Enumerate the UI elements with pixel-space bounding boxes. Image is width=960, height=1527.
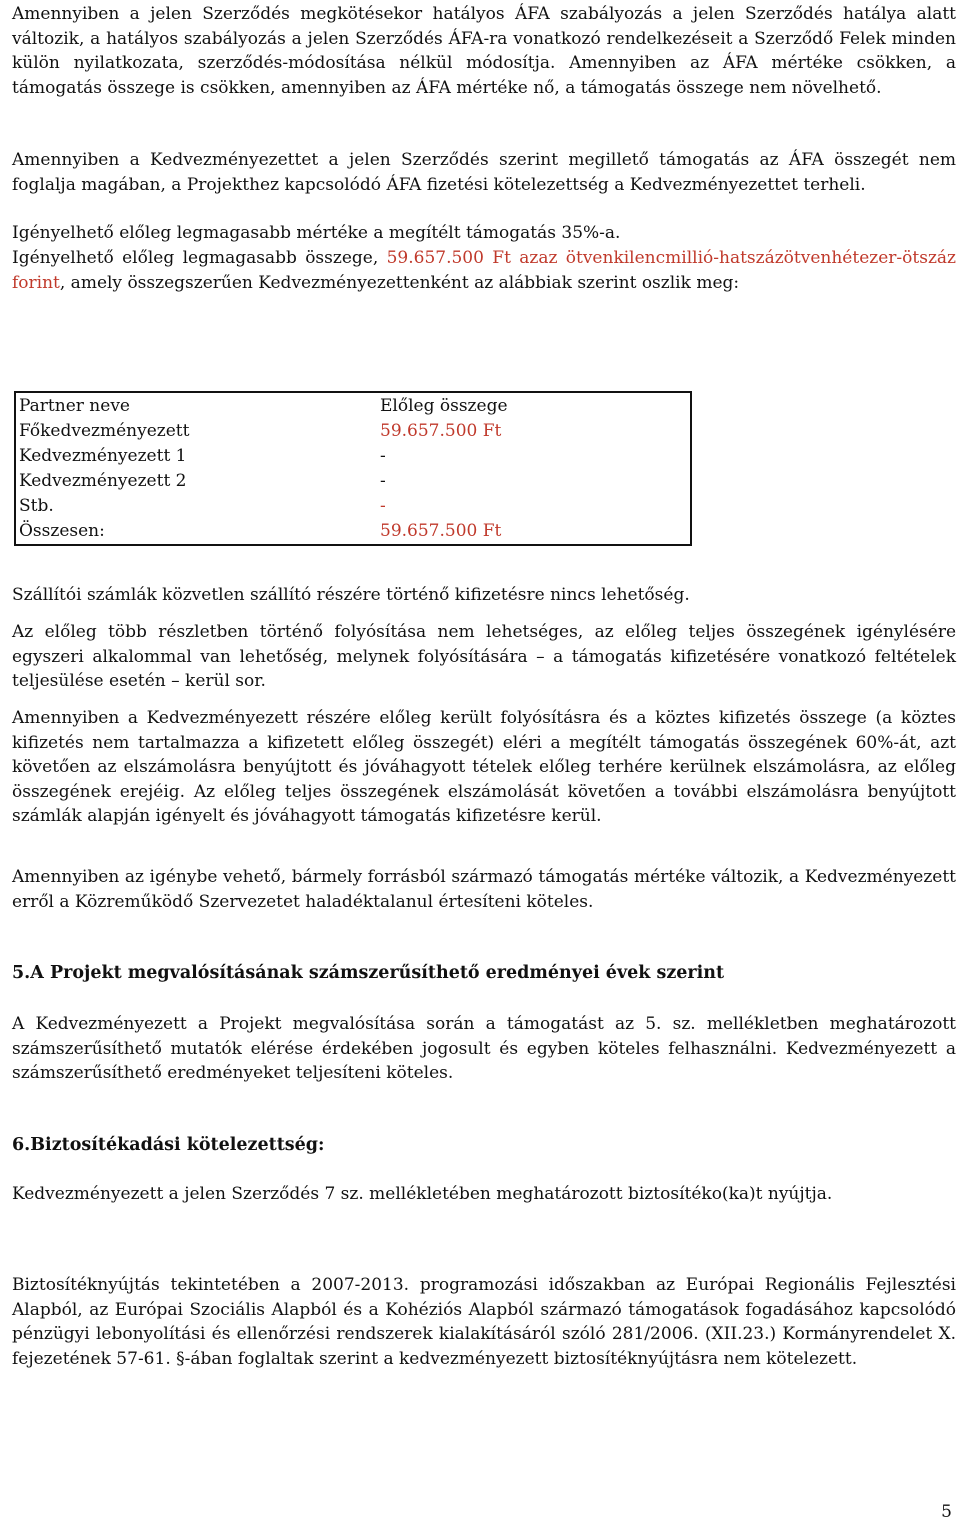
table-cell-amount: 59.657.500 Ft [380, 521, 502, 541]
section-heading-5: 5.A Projekt megvalósításának számszerűsíthető eredményei évek szerint [12, 963, 725, 983]
table-cell-amount: 59.657.500 Ft [380, 421, 502, 441]
paragraph-vat-change: Amennyiben a jelen Szerződés megkötésekor hatályos ÁFA szabályozás a jelen Szerződés hatálya alatt változik, a hatályos szabályozás a jelen Szerződés ÁFA-ra vonatkozó rendelkezéseit a Szerződő Felek minden külön nyilatkozata, szerződés-módosítása nélkül módosítja. Amennyiben az ÁFA mértéke csökken, a támogatás összege is csökken, amennyiben az ÁFA mértéke nő, a támogatás összege nem növelhető. [12, 4, 956, 98]
paragraph-interim-payment: Amennyiben a Kedvezményezett részére előleg került folyósításra és a köztes kifizetés összege (a köztes kifizetés nem tartalmazza a kifizetett előleg összegét) eléri a megítélt támogatás összegének 60%-át, azt követően az elszámolásra benyújtott és jóváhagyott tételek előleg terhére kerülnek elszámolásra, az előleg összegének erejéig. Az előleg teljes összegének elszámolását követően a további elszámolásra benyújtott számlák alapján igényelt és jóváhagyott támogatás kifizetésre kerül. [12, 708, 956, 826]
paragraph-advance-installments: Az előleg több részletben történő folyósítása nem lehetséges, az előleg teljes összegének igénylésére egyszeri alkalommal van lehetőség, melynek folyósítására – a támogatás kifizetésére vonatkozó feltételek teljesülése esetén – kerül sor. [12, 622, 956, 691]
paragraph-guarantee: Kedvezményezett a jelen Szerződés 7 sz. mellékletében meghatározott biztosítéko(ka)t nyújtja. [12, 1184, 833, 1204]
table-cell-partner: Összesen: [19, 521, 105, 541]
table-cell-partner: Kedvezményezett 1 [19, 446, 187, 466]
advance-amount-suffix: , amely összegszerűen Kedvezményezettenként az alábbiak szerint oszlik meg: [59, 272, 740, 293]
document-page [12, 0, 956, 1527]
table-cell-amount: - [380, 471, 386, 491]
page-number: 5 [941, 1502, 952, 1522]
table-row [15, 494, 691, 519]
advance-distribution-table [14, 391, 692, 546]
paragraph-advance-rate: Igényelhető előleg legmagasabb mértéke a megítélt támogatás 35%-a. [12, 223, 621, 243]
paragraph-vat-not-included: Amennyiben a Kedvezményezettet a jelen Szerződés szerint megillető támogatás az ÁFA összegét nem foglalja magában, a Projekthez kapcsolódó ÁFA fizetési kötelezettség a Kedvezményezettet terheli. [12, 150, 956, 195]
table-row [15, 419, 691, 444]
table-row [15, 444, 691, 469]
paragraph-guarantee-regulation: Biztosítéknyújtás tekintetében a 2007-2013. programozási időszakban az Európai Regionális Fejlesztési Alapból, az Európai Szociális Alapból és a Kohéziós Alapból származó támogatások fogadásához kapcsolódó pénzügyi lebonyolítási és ellenőrzési rendszerek kialakításáról szóló 281/2006. (XII.23.) Kormányrendelet X. fejezetének 57-61. §-ában foglaltak szerint a kedvezményezett biztosítéknyújtásra nem kötelezett. [12, 1275, 956, 1369]
table-row [15, 469, 691, 494]
table-header-amount: Előleg összege [380, 396, 508, 416]
paragraph-support-change: Amennyiben az igénybe vehető, bármely forrásból származó támogatás mértéke változik, a Kedvezményezett erről a Közreműködő Szervezetet haladéktalanul értesíteni köteles. [12, 867, 956, 912]
table-cell-partner: Kedvezményezett 2 [19, 471, 187, 491]
paragraph-indicators: A Kedvezményezett a Projekt megvalósítása során a támogatást az 5. sz. mellékletben meghatározott számszerűsíthető mutatók elérése érdekében jogosult és egyben köteles felhasználni. Kedvezményezett a számszerűsíthető eredményeket teljesíteni köteles. [12, 1014, 956, 1083]
table-header-row [15, 392, 691, 419]
paragraph-advance-amount [12, 246, 956, 295]
table-row-total [15, 519, 691, 545]
advance-amount-prefix: Igényelhető előleg legmagasabb összege, [12, 248, 387, 268]
table-cell-amount: - [380, 446, 386, 466]
table-cell-partner: Főkedvezményezett [19, 421, 190, 441]
table-cell-partner: Stb. [19, 496, 54, 516]
advance-amount-value: 59.657.500 Ft azaz ötvenkilencmillió-hatszázötvenhétezer-ötszáz forint [12, 248, 956, 293]
table-cell-amount: - [380, 496, 386, 516]
table-header-partner: Partner neve [19, 396, 130, 416]
paragraph-supplier-invoices: Szállítói számlák közvetlen szállító részére történő kifizetésre nincs lehetőség. [12, 585, 690, 605]
section-heading-6: 6.Biztosítékadási kötelezettség: [12, 1135, 325, 1155]
